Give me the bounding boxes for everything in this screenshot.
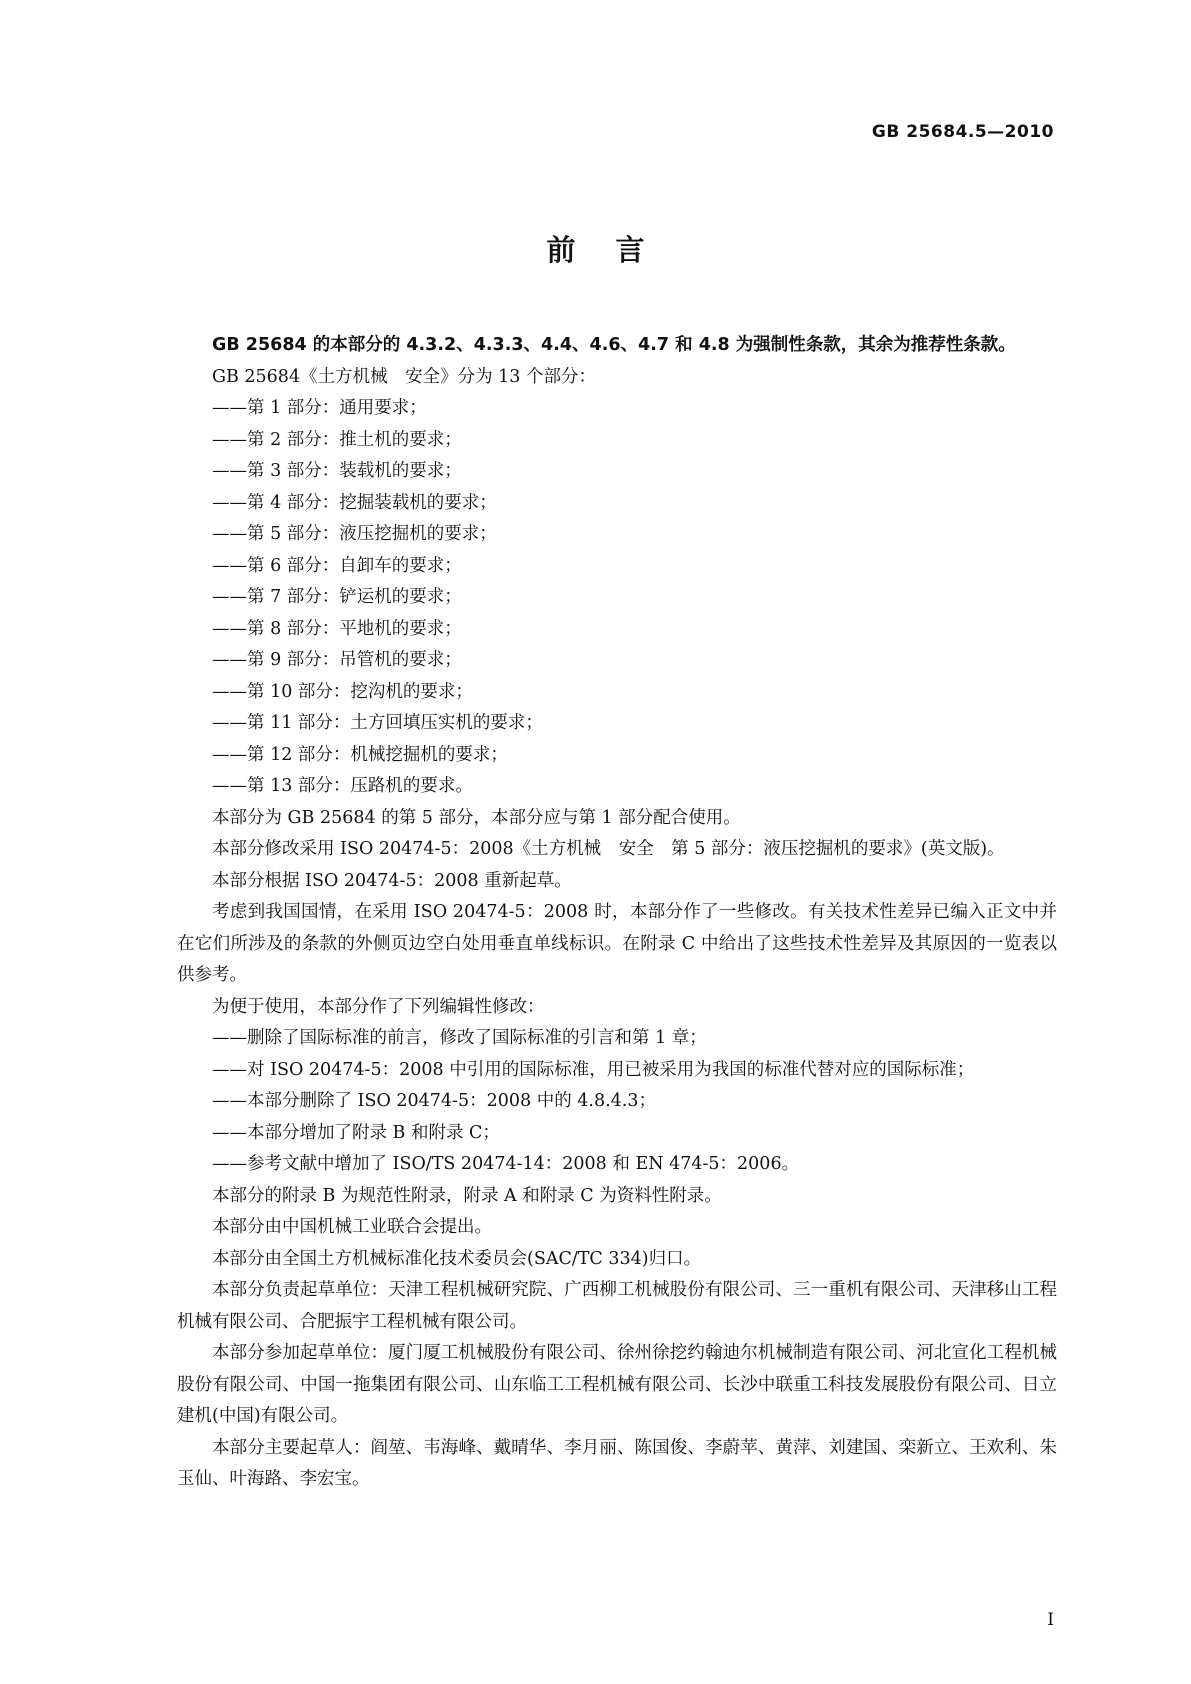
standard-number: GB 25684.5—2010 xyxy=(871,122,1054,142)
list-item-editorial-3: ——本部分删除了 ISO 20474-5：2008 中的 4.8.4.3； xyxy=(212,1091,656,1111)
page-number: I xyxy=(1047,1610,1054,1630)
page-title: 前言 xyxy=(546,233,685,267)
paragraph-parts-intro: GB 25684《土方机械 安全》分为 13 个部分： xyxy=(212,366,596,387)
list-item-part-3: ——第 3 部分：装载机的要求； xyxy=(212,461,462,481)
paragraph-technical-differences: 考虑到我国国情，在采用 ISO 20474-5：2008 时，本部分作了一些修改。有关技术性差异已编入正文中并在它们所涉及的条款的外侧页边空白处用垂直单线标识。在附录 C 中给出了这些技术性差异及其原因的一览表以供参考。 xyxy=(177,902,1057,985)
paragraph-under-jurisdiction: 本部分由全国土方机械标准化技术委员会(SAC/TC 334)归口。 xyxy=(212,1248,702,1269)
paragraph-proposed-by: 本部分由中国机械工业联合会提出。 xyxy=(212,1217,492,1237)
paragraph-mandatory-clauses: GB 25684 的本部分的 4.3.2、4.3.3、4.4、4.6、4.7 和 4.8 为强制性条款，其余为推荐性条款。 xyxy=(212,335,1016,355)
list-item-part-8: ——第 8 部分：平地机的要求； xyxy=(212,618,462,639)
paragraph-part-5-usage: 本部分为 GB 25684 的第 5 部分，本部分应与第 1 部分配合使用。 xyxy=(212,807,741,828)
list-item-part-5: ——第 5 部分：液压挖掘机的要求； xyxy=(212,524,497,544)
list-item-part-9: ——第 9 部分：吊管机的要求； xyxy=(212,650,462,670)
list-item-part-11: ——第 11 部分：土方回填压实机的要求； xyxy=(212,713,543,733)
paragraph-main-drafters: 本部分主要起草人：阎堃、韦海峰、戴晴华、李月丽、陈国俊、李蔚苹、黄萍、刘建国、栾新立、王欢利、朱玉仙、叶海路、李宏宝。 xyxy=(177,1437,1057,1489)
paragraph-drafting-units: 本部分负责起草单位：天津工程机械研究院、广西柳工机械股份有限公司、三一重机有限公司、天津移山工程机械有限公司、合肥振宇工程机械有限公司。 xyxy=(177,1280,1057,1332)
paragraph-modified-adoption: 本部分修改采用 ISO 20474-5：2008《土方机械 安全 第 5 部分：液压挖掘机的要求》(英文版)。 xyxy=(212,839,1005,859)
body-text xyxy=(177,330,1057,1496)
list-item-part-13: ——第 13 部分：压路机的要求。 xyxy=(212,776,473,796)
paragraph-participating-units: 本部分参加起草单位：厦门厦工机械股份有限公司、徐州徐挖约翰迪尔机械制造有限公司、河北宣化工程机械股份有限公司、中国一拖集团有限公司、山东临工工程机械有限公司、长沙中联重工科技发展股份有限公司、日立建机(中国)有限公司。 xyxy=(177,1343,1057,1426)
paragraph-editorial-intro: 为便于使用，本部分作了下列编辑性修改： xyxy=(212,996,545,1017)
paragraph-annexes: 本部分的附录 B 为规范性附录，附录 A 和附录 C 为资料性附录。 xyxy=(212,1185,722,1206)
list-item-part-1: ——第 1 部分：通用要求； xyxy=(212,398,427,418)
list-item-part-10: ——第 10 部分：挖沟机的要求； xyxy=(212,681,473,702)
list-item-part-12: ——第 12 部分：机械挖掘机的要求； xyxy=(212,744,508,765)
list-item-editorial-5: ——参考文献中增加了 ISO/TS 20474-14：2008 和 EN 474-5：2006。 xyxy=(212,1154,800,1174)
list-item-editorial-4: ——本部分增加了附录 B 和附录 C； xyxy=(212,1122,500,1143)
list-item-part-2: ——第 2 部分：推土机的要求； xyxy=(212,429,462,450)
list-item-part-7: ——第 7 部分：铲运机的要求； xyxy=(212,587,462,607)
paragraph-redrafted: 本部分根据 ISO 20474-5：2008 重新起草。 xyxy=(212,870,572,891)
list-item-editorial-2: ——对 ISO 20474-5：2008 中引用的国际标准，用已被采用为我国的标准代替对应的国际标准； xyxy=(212,1059,975,1080)
list-item-part-6: ——第 6 部分：自卸车的要求； xyxy=(212,555,462,576)
list-item-part-4: ——第 4 部分：挖掘装载机的要求； xyxy=(212,492,497,513)
list-item-editorial-1: ——删除了国际标准的前言，修改了国际标准的引言和第 1 章； xyxy=(212,1028,707,1048)
